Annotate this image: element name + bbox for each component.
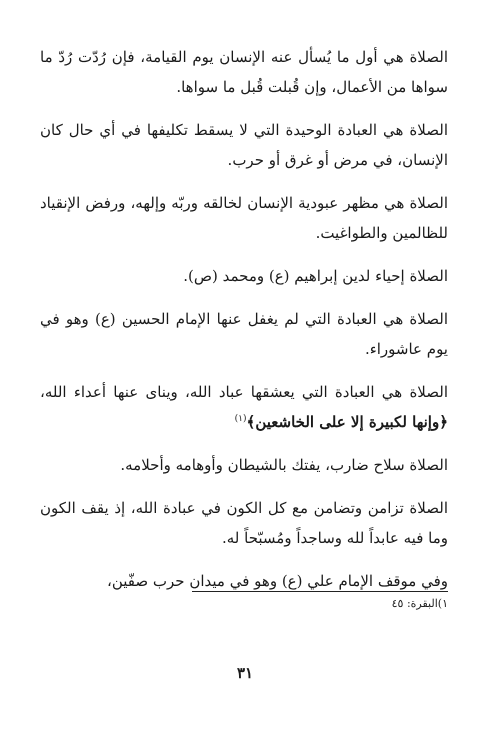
page-body xyxy=(40,42,448,609)
paragraph-6-text: الصلاة هي العبادة التي يعشقها عباد الله، ويناى عنها أعداء الله، xyxy=(40,383,448,401)
paragraph-4: الصلاة إحياء لدين إبراهيم (ع) ومحمد (ص). xyxy=(183,267,448,285)
paragraph-3: الصلاة هي مظهر عبودية الإنسان لخالقه وربّه وإلهه، ورفض الإنقياد للظالمين والطواغيت. xyxy=(40,194,448,242)
paragraph-2: الصلاة هي العبادة الوحيدة التي لا يسقط تكليفها في أي حال كان الإنسان، في مرض أو غرق أو حرب. xyxy=(40,121,448,169)
paragraph-8: الصلاة تزامن وتضامن مع كل الكون في عبادة الله، إذ يقف الكون وما فيه عابداً لله وساجداً ومُسبّحاً له. xyxy=(40,499,448,547)
paragraph-7: الصلاة سلاح ضارب، يفتك بالشيطان وأوهامه وأحلامه. xyxy=(120,456,448,474)
paragraph-1: الصلاة هي أول ما يُسأل عنه الإنسان يوم القيامة، فإن رُدّت رُدّ ما سواها من الأعمال، وإن قُبلت قُبل ما سواها. xyxy=(40,48,448,96)
quran-verse: ﴿وإنها لكبيرة إلا على الخاشعين﴾ xyxy=(246,413,448,431)
paragraph-5: الصلاة هي العبادة التي لم يغفل عنها الإمام الحسين (ع) وهو في يوم عاشوراء. xyxy=(40,310,448,358)
paragraph-9: وفي موقف الإمام علي (ع) وهو في ميدان حرب صفّين، xyxy=(107,572,448,590)
footnote-marker: (١) xyxy=(234,414,247,424)
paragraph-6 xyxy=(40,377,448,437)
footnote-divider xyxy=(192,591,448,592)
page-number: ٣١ xyxy=(236,664,254,682)
footnote: ١)البقرة: ٤٥ xyxy=(391,597,448,610)
